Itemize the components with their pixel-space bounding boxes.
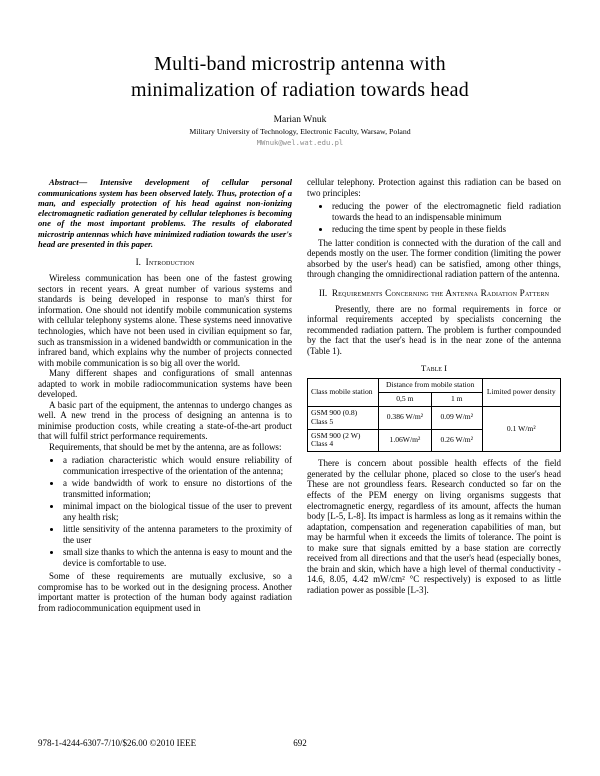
table-header-power: Limited power density [482,378,560,406]
two-column-body [38,177,562,613]
paragraph-latter-condition: The latter condition is connected with the duration of the call and depends mostly on the user. The former condition (limiting the power absorbed by the user's head) can be satisfied, among other things, through changing the omnidirectional radiation pattern of the antenna. [307,237,561,280]
abstract-label: Abstract— [49,177,88,188]
section-2-title: Requirements Concerning the Antenna Radiation Pattern [331,287,550,298]
table-cell-1m-value: 0.26 W/m² [431,429,482,452]
table-cell-station: GSM 900 (2 W) Class 4 [308,429,379,452]
title-line-1: Multi-band microstrip antenna with [154,53,446,75]
table-subheader-05m: 0,5 m [378,392,431,406]
abstract-text: Intensive development of cellular personal communications system has been observed lately. Thus, protection of a man, and especially protection of his head against non-ionizing electromagnetic radiation generated by cellular telephones is becoming one of the most important problems. The results of elaborated microstrip antennas which have minimized radiation towards the user's head are presented in this paper. [38,177,292,250]
requirements-list [38,455,292,568]
left-column [38,177,292,613]
table-header-row [308,378,561,392]
list-item-reducing-power: • reducing the power of the electromagnetic field radiation towards the head to an indispensable minimum [331,201,561,222]
list-item-small-size: • small size thanks to which the antenna is easy to mount and the device is comfortable to use. [62,547,292,568]
section-1-title: Introduction [145,257,195,268]
page-number: 692 [293,738,307,748]
right-column [307,177,561,613]
author-name: Marian Wnuk [273,115,327,126]
paragraph-intro-1: Wireless communication has been one of the fastest growing sectors in recent years. A great number of various systems and standards is being developed in response to man's thirst for information. One should not identify mobile communication systems with cellular telephony systems alone. These systems need innovative technologies, which have not been used in civilian equipment so far, such as transmission in a widened bandwidth or communication in the infrared band, which explains why the number of projects connected with mobile communication is so big all over the world. [38,273,292,368]
list-item-minimal-impact: • minimal impact on the biological tissue of the user to prevent any health risk; [62,501,292,522]
table-cell-05m-value: 0.386 W/m² [378,406,431,429]
table-cell-station: GSM 900 (0.8) Class 5 [308,406,379,429]
table-header-distance: Distance from mobile station [378,378,482,392]
table-1-caption: Table I [420,363,448,374]
table-cell-limited-power: 0.1 W/m² [482,406,560,452]
table-1 [307,378,561,453]
list-item-radiation-characteristic: • a radiation characteristic which would ensure reliability of communication irrespective of the orientation of the antenna; [62,455,292,476]
table-row-gsm-class5 [308,406,561,429]
section-2-heading [313,288,555,299]
table-subheader-1m: 1 m [431,392,482,406]
page-footer [38,738,562,750]
principles-list [307,201,561,235]
paragraph-intro-3: A basic part of the equipment, the antennas to undergo changes as well. A new trend in the process of designing an antenna is to minimise production costs, while creating a state-of-the-art product that will fulfil strict performance requirements. [38,399,292,442]
author-affiliation: Military University of Technology, Electronic Faculty, Warsaw, Poland [189,127,411,137]
section-1-heading [44,257,286,268]
table-cell-05m-value: 1.06W/m² [378,429,431,452]
table-header-class: Class mobile station [308,378,379,406]
paper-title [38,52,562,103]
copyright-notice: 978-1-4244-6307-7/10/$26.00 ©2010 IEEE [38,738,197,748]
paragraph-requirements-lead: Requirements, that should be met by the antenna, are as follows: [49,441,282,452]
author-email: MWnuk@wel.wat.edu.pl [256,138,344,148]
list-item-little-sensitivity: • little sensitivity of the antenna parameters to the proximity of the user [62,524,292,545]
paragraph-health-concern: There is concern about possible health effects of the field generated by the cellular phone, placed so close to the user's head These are not groundless fears. Research conducted so far on the effects of the PEM energy on living organisms suggests that electromagnetic energy, regardless of its amount, affects the human body [L-5, L-8]. Its impact is harmless as long as it remains within the adaptation, compensation and regeneration capabilities of man, but may be harmful when it exceeds the limits of tolerance. The point is to make sure that signals emitted by a base station are correctly received from all directions and that the user's head (especially bones, the brain and skin, which have a high level of thermal conductivity - 14.6, 8.05, 4.42 mW/cm² °C respectively) is exposed to as little radiation power as possible [L-3]. [307,458,561,595]
table-cell-1m-value: 0.09 W/m² [431,406,482,429]
paragraph-continuation: cellular telephony. Protection against this radiation can be based on two principles: [307,177,561,198]
paragraph-presently: Presently, there are no formal requirements in force or informal requirements accepted by specialists concerning the recommended radiation pattern. The problem is further compounded by the fact that the user's head is in the near zone of the antenna (Table 1). [307,303,561,356]
paragraph-intro-2: Many different shapes and configurations of small antennas adapted to work in mobile radiocommunication systems have been developed. [38,368,292,400]
section-1-number: I. [135,257,141,268]
section-2-number: II. [318,287,328,298]
title-line-2: minimalization of radiation towards head [131,78,469,101]
list-item-wide-bandwidth: • a wide bandwidth of work to ensure no distortions of the transmitted information; [62,478,292,499]
list-item-reducing-time: • reducing the time spent by people in these fields [331,224,561,235]
abstract-paragraph [38,177,292,249]
paragraph-compromise: Some of these requirements are mutually exclusive, so a compromise has to be worked out in the designing process. Another important matter is protection of the human body against radiation from radiocommunication equipment used in [38,571,292,613]
